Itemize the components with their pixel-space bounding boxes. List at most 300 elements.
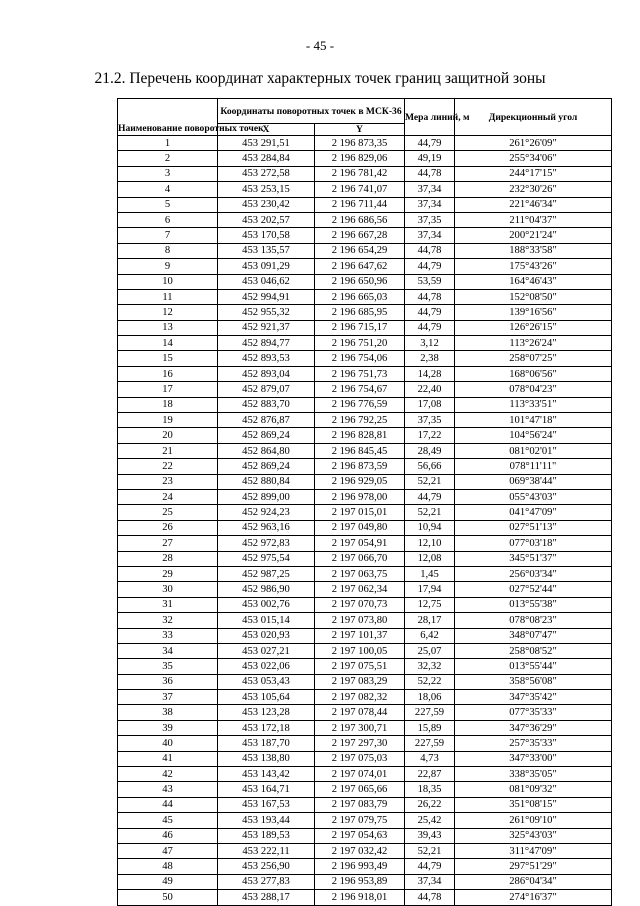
x-coordinate-cell: 452 972,83 — [218, 536, 315, 551]
x-coordinate-cell: 453 167,53 — [218, 797, 315, 812]
y-coordinate-cell: 2 196 741,07 — [315, 182, 405, 197]
table-row — [118, 320, 612, 335]
y-coordinate-cell: 2 196 978,00 — [315, 489, 405, 504]
x-coordinate-cell: 452 921,37 — [218, 320, 315, 335]
line-measure-cell: 44,78 — [405, 289, 455, 304]
direction-angle-cell: 348°07'47" — [455, 628, 612, 643]
header-direction-angle: Дирекционный угол — [455, 99, 612, 136]
direction-angle-cell: 232°30'26" — [455, 182, 612, 197]
direction-angle-cell: 069°38'44" — [455, 474, 612, 489]
direction-angle-cell: 081°09'32" — [455, 782, 612, 797]
direction-angle-cell: 261°09'10" — [455, 813, 612, 828]
direction-angle-cell: 101°47'18" — [455, 413, 612, 428]
line-measure-cell: 25,07 — [405, 643, 455, 658]
line-measure-cell: 10,94 — [405, 520, 455, 535]
x-coordinate-cell: 452 986,90 — [218, 582, 315, 597]
direction-angle-cell: 286°04'34" — [455, 874, 612, 889]
y-coordinate-cell: 2 196 686,56 — [315, 212, 405, 227]
x-coordinate-cell: 453 020,93 — [218, 628, 315, 643]
point-number-cell: 36 — [118, 674, 218, 689]
line-measure-cell: 28,49 — [405, 443, 455, 458]
direction-angle-cell: 113°26'24" — [455, 336, 612, 351]
x-coordinate-cell: 452 963,16 — [218, 520, 315, 535]
y-coordinate-cell: 2 197 300,71 — [315, 720, 405, 735]
header-point-name: Наименование поворотных точек — [118, 99, 218, 136]
line-measure-cell: 44,78 — [405, 890, 455, 905]
direction-angle-cell: 347°36'29" — [455, 720, 612, 735]
y-coordinate-cell: 2 196 751,20 — [315, 336, 405, 351]
direction-angle-cell: 257°35'33" — [455, 736, 612, 751]
point-number-cell: 12 — [118, 305, 218, 320]
x-coordinate-cell: 453 193,44 — [218, 813, 315, 828]
table-row — [118, 674, 612, 689]
y-coordinate-cell: 2 196 792,25 — [315, 413, 405, 428]
table-row — [118, 336, 612, 351]
point-number-cell: 11 — [118, 289, 218, 304]
y-coordinate-cell: 2 196 993,49 — [315, 859, 405, 874]
x-coordinate-cell: 452 879,07 — [218, 382, 315, 397]
y-coordinate-cell: 2 196 918,01 — [315, 890, 405, 905]
point-number-cell: 26 — [118, 520, 218, 535]
y-coordinate-cell: 2 197 100,05 — [315, 643, 405, 658]
table-row — [118, 751, 612, 766]
point-number-cell: 34 — [118, 643, 218, 658]
point-number-cell: 18 — [118, 397, 218, 412]
table-row — [118, 551, 612, 566]
line-measure-cell: 22,40 — [405, 382, 455, 397]
table-row — [118, 397, 612, 412]
table-row — [118, 505, 612, 520]
x-coordinate-cell: 453 091,29 — [218, 259, 315, 274]
table-row — [118, 828, 612, 843]
x-coordinate-cell: 453 187,70 — [218, 736, 315, 751]
line-measure-cell: 227,59 — [405, 705, 455, 720]
table-row — [118, 413, 612, 428]
line-measure-cell: 12,10 — [405, 536, 455, 551]
line-measure-cell: 3,12 — [405, 336, 455, 351]
x-coordinate-cell: 452 864,80 — [218, 443, 315, 458]
table-row — [118, 874, 612, 889]
point-number-cell: 8 — [118, 243, 218, 258]
point-number-cell: 49 — [118, 874, 218, 889]
direction-angle-cell: 351°08'15" — [455, 797, 612, 812]
direction-angle-cell: 081°02'01" — [455, 443, 612, 458]
table-row — [118, 136, 612, 151]
point-number-cell: 16 — [118, 366, 218, 381]
direction-angle-cell: 041°47'09" — [455, 505, 612, 520]
coordinates-table — [117, 98, 612, 906]
x-coordinate-cell: 452 869,24 — [218, 459, 315, 474]
line-measure-cell: 22,87 — [405, 767, 455, 782]
line-measure-cell: 2,38 — [405, 351, 455, 366]
x-coordinate-cell: 453 015,14 — [218, 613, 315, 628]
x-coordinate-cell: 452 975,54 — [218, 551, 315, 566]
table-row — [118, 767, 612, 782]
table-row — [118, 720, 612, 735]
y-coordinate-cell: 2 197 065,66 — [315, 782, 405, 797]
table-row — [118, 690, 612, 705]
y-coordinate-cell: 2 196 776,59 — [315, 397, 405, 412]
direction-angle-cell: 211°04'37" — [455, 212, 612, 227]
direction-angle-cell: 126°26'15" — [455, 320, 612, 335]
line-measure-cell: 44,78 — [405, 166, 455, 181]
x-coordinate-cell: 453 135,57 — [218, 243, 315, 258]
point-number-cell: 19 — [118, 413, 218, 428]
table-row — [118, 428, 612, 443]
direction-angle-cell: 255°34'06" — [455, 151, 612, 166]
line-measure-cell: 17,94 — [405, 582, 455, 597]
section-title: 21.2. Перечень координат характерных точек границ защитной зоны — [94, 70, 546, 87]
x-coordinate-cell: 453 291,51 — [218, 136, 315, 151]
point-number-cell: 43 — [118, 782, 218, 797]
table-row — [118, 382, 612, 397]
table-row — [118, 305, 612, 320]
y-coordinate-cell: 2 196 715,17 — [315, 320, 405, 335]
y-coordinate-cell: 2 197 075,51 — [315, 659, 405, 674]
point-number-cell: 35 — [118, 659, 218, 674]
table-row — [118, 182, 612, 197]
line-measure-cell: 39,43 — [405, 828, 455, 843]
point-number-cell: 1 — [118, 136, 218, 151]
x-coordinate-cell: 452 883,70 — [218, 397, 315, 412]
direction-angle-cell: 077°35'33" — [455, 705, 612, 720]
x-coordinate-cell: 453 027,21 — [218, 643, 315, 658]
point-number-cell: 17 — [118, 382, 218, 397]
line-measure-cell: 44,79 — [405, 259, 455, 274]
table-row — [118, 536, 612, 551]
table-row — [118, 197, 612, 212]
x-coordinate-cell: 452 994,91 — [218, 289, 315, 304]
point-number-cell: 7 — [118, 228, 218, 243]
point-number-cell: 37 — [118, 690, 218, 705]
line-measure-cell: 52,21 — [405, 505, 455, 520]
direction-angle-cell: 055°43'03" — [455, 489, 612, 504]
line-measure-cell: 52,21 — [405, 843, 455, 858]
line-measure-cell: 15,89 — [405, 720, 455, 735]
point-number-cell: 45 — [118, 813, 218, 828]
header-coordinates: Координаты поворотных точек в МСК-36 — [218, 99, 405, 124]
point-number-cell: 22 — [118, 459, 218, 474]
line-measure-cell: 37,35 — [405, 413, 455, 428]
point-number-cell: 33 — [118, 628, 218, 643]
y-coordinate-cell: 2 197 082,32 — [315, 690, 405, 705]
line-measure-cell: 4,73 — [405, 751, 455, 766]
table-header — [118, 99, 612, 136]
y-coordinate-cell: 2 196 654,29 — [315, 243, 405, 258]
line-measure-cell: 12,75 — [405, 597, 455, 612]
line-measure-cell: 12,08 — [405, 551, 455, 566]
x-coordinate-cell: 452 955,32 — [218, 305, 315, 320]
table-row — [118, 459, 612, 474]
x-coordinate-cell: 453 046,62 — [218, 274, 315, 289]
x-coordinate-cell: 453 170,58 — [218, 228, 315, 243]
direction-angle-cell: 027°51'13" — [455, 520, 612, 535]
direction-angle-cell: 256°03'34" — [455, 566, 612, 581]
table-row — [118, 489, 612, 504]
y-coordinate-cell: 2 196 828,81 — [315, 428, 405, 443]
point-number-cell: 50 — [118, 890, 218, 905]
line-measure-cell: 53,59 — [405, 274, 455, 289]
table-row — [118, 289, 612, 304]
y-coordinate-cell: 2 197 079,75 — [315, 813, 405, 828]
direction-angle-cell: 078°04'23" — [455, 382, 612, 397]
direction-angle-cell: 261°26'09" — [455, 136, 612, 151]
direction-angle-cell: 164°46'43" — [455, 274, 612, 289]
direction-angle-cell: 200°21'24" — [455, 228, 612, 243]
point-number-cell: 42 — [118, 767, 218, 782]
x-coordinate-cell: 453 053,43 — [218, 674, 315, 689]
point-number-cell: 38 — [118, 705, 218, 720]
direction-angle-cell: 274°16'37" — [455, 890, 612, 905]
direction-angle-cell: 168°06'56" — [455, 366, 612, 381]
table-row — [118, 351, 612, 366]
x-coordinate-cell: 452 899,00 — [218, 489, 315, 504]
y-coordinate-cell: 2 197 070,73 — [315, 597, 405, 612]
x-coordinate-cell: 453 202,57 — [218, 212, 315, 227]
y-coordinate-cell: 2 196 845,45 — [315, 443, 405, 458]
y-coordinate-cell: 2 197 063,75 — [315, 566, 405, 581]
table-row — [118, 228, 612, 243]
point-number-cell: 20 — [118, 428, 218, 443]
x-coordinate-cell: 453 284,84 — [218, 151, 315, 166]
y-coordinate-cell: 2 196 647,62 — [315, 259, 405, 274]
point-number-cell: 14 — [118, 336, 218, 351]
line-measure-cell: 37,34 — [405, 874, 455, 889]
x-coordinate-cell: 453 222,11 — [218, 843, 315, 858]
point-number-cell: 15 — [118, 351, 218, 366]
y-coordinate-cell: 2 197 015,01 — [315, 505, 405, 520]
y-coordinate-cell: 2 197 075,03 — [315, 751, 405, 766]
table-row — [118, 243, 612, 258]
direction-angle-cell: 258°08'52" — [455, 643, 612, 658]
y-coordinate-cell: 2 197 032,42 — [315, 843, 405, 858]
point-number-cell: 10 — [118, 274, 218, 289]
direction-angle-cell: 188°33'58" — [455, 243, 612, 258]
point-number-cell: 48 — [118, 859, 218, 874]
direction-angle-cell: 113°33'51" — [455, 397, 612, 412]
table-row — [118, 797, 612, 812]
line-measure-cell: 25,42 — [405, 813, 455, 828]
point-number-cell: 2 — [118, 151, 218, 166]
table-row — [118, 274, 612, 289]
point-number-cell: 9 — [118, 259, 218, 274]
line-measure-cell: 6,42 — [405, 628, 455, 643]
x-coordinate-cell: 452 894,77 — [218, 336, 315, 351]
direction-angle-cell: 325°43'03" — [455, 828, 612, 843]
direction-angle-cell: 152°08'50" — [455, 289, 612, 304]
y-coordinate-cell: 2 197 078,44 — [315, 705, 405, 720]
y-coordinate-cell: 2 196 685,95 — [315, 305, 405, 320]
x-coordinate-cell: 453 172,18 — [218, 720, 315, 735]
line-measure-cell: 26,22 — [405, 797, 455, 812]
x-coordinate-cell: 453 230,42 — [218, 197, 315, 212]
y-coordinate-cell: 2 196 754,06 — [315, 351, 405, 366]
table-row — [118, 782, 612, 797]
line-measure-cell: 227,59 — [405, 736, 455, 751]
line-measure-cell: 32,32 — [405, 659, 455, 674]
x-coordinate-cell: 453 138,80 — [218, 751, 315, 766]
y-coordinate-cell: 2 196 665,03 — [315, 289, 405, 304]
y-coordinate-cell: 2 197 054,63 — [315, 828, 405, 843]
point-number-cell: 27 — [118, 536, 218, 551]
direction-angle-cell: 078°08'23" — [455, 613, 612, 628]
header-y: Y — [315, 124, 405, 136]
y-coordinate-cell: 2 196 929,05 — [315, 474, 405, 489]
table-row — [118, 659, 612, 674]
x-coordinate-cell: 453 253,15 — [218, 182, 315, 197]
point-number-cell: 6 — [118, 212, 218, 227]
direction-angle-cell: 175°43'26" — [455, 259, 612, 274]
y-coordinate-cell: 2 197 066,70 — [315, 551, 405, 566]
y-coordinate-cell: 2 196 711,44 — [315, 197, 405, 212]
y-coordinate-cell: 2 197 101,37 — [315, 628, 405, 643]
page-number: - 45 - — [305, 38, 335, 53]
line-measure-cell: 37,34 — [405, 182, 455, 197]
direction-angle-cell: 347°33'00" — [455, 751, 612, 766]
x-coordinate-cell: 453 272,58 — [218, 166, 315, 181]
y-coordinate-cell: 2 196 829,06 — [315, 151, 405, 166]
table-row — [118, 566, 612, 581]
x-coordinate-cell: 452 893,53 — [218, 351, 315, 366]
table-row — [118, 259, 612, 274]
line-measure-cell: 49,19 — [405, 151, 455, 166]
point-number-cell: 25 — [118, 505, 218, 520]
y-coordinate-cell: 2 197 062,34 — [315, 582, 405, 597]
point-number-cell: 32 — [118, 613, 218, 628]
point-number-cell: 40 — [118, 736, 218, 751]
line-measure-cell: 18,35 — [405, 782, 455, 797]
table-row — [118, 843, 612, 858]
line-measure-cell: 52,21 — [405, 474, 455, 489]
table-row — [118, 520, 612, 535]
direction-angle-cell: 013°55'38" — [455, 597, 612, 612]
direction-angle-cell: 297°51'29" — [455, 859, 612, 874]
direction-angle-cell: 013°55'44" — [455, 659, 612, 674]
direction-angle-cell: 311°47'09" — [455, 843, 612, 858]
direction-angle-cell: 078°11'11" — [455, 459, 612, 474]
x-coordinate-cell: 453 256,90 — [218, 859, 315, 874]
y-coordinate-cell: 2 196 754,67 — [315, 382, 405, 397]
x-coordinate-cell: 452 893,04 — [218, 366, 315, 381]
direction-angle-cell: 139°16'56" — [455, 305, 612, 320]
direction-angle-cell: 027°52'44" — [455, 582, 612, 597]
table-row — [118, 166, 612, 181]
line-measure-cell: 17,22 — [405, 428, 455, 443]
x-coordinate-cell: 452 880,84 — [218, 474, 315, 489]
direction-angle-cell: 347°35'42" — [455, 690, 612, 705]
point-number-cell: 30 — [118, 582, 218, 597]
direction-angle-cell: 221°46'34" — [455, 197, 612, 212]
line-measure-cell: 17,08 — [405, 397, 455, 412]
table-row — [118, 597, 612, 612]
line-measure-cell: 37,34 — [405, 228, 455, 243]
line-measure-cell: 44,79 — [405, 136, 455, 151]
direction-angle-cell: 104°56'24" — [455, 428, 612, 443]
x-coordinate-cell: 453 105,64 — [218, 690, 315, 705]
table-row — [118, 366, 612, 381]
y-coordinate-cell: 2 196 873,59 — [315, 459, 405, 474]
line-measure-cell: 44,79 — [405, 305, 455, 320]
line-measure-cell: 28,17 — [405, 613, 455, 628]
y-coordinate-cell: 2 197 054,91 — [315, 536, 405, 551]
point-number-cell: 4 — [118, 182, 218, 197]
direction-angle-cell: 077°03'18" — [455, 536, 612, 551]
header-line-measure: Мера линий, м — [405, 99, 455, 136]
line-measure-cell: 52,22 — [405, 674, 455, 689]
x-coordinate-cell: 452 869,24 — [218, 428, 315, 443]
line-measure-cell: 37,35 — [405, 212, 455, 227]
x-coordinate-cell: 453 002,76 — [218, 597, 315, 612]
y-coordinate-cell: 2 197 049,80 — [315, 520, 405, 535]
point-number-cell: 24 — [118, 489, 218, 504]
y-coordinate-cell: 2 196 953,89 — [315, 874, 405, 889]
x-coordinate-cell: 453 288,17 — [218, 890, 315, 905]
x-coordinate-cell: 452 876,87 — [218, 413, 315, 428]
point-number-cell: 23 — [118, 474, 218, 489]
point-number-cell: 3 — [118, 166, 218, 181]
line-measure-cell: 44,79 — [405, 859, 455, 874]
y-coordinate-cell: 2 197 083,29 — [315, 674, 405, 689]
table-row — [118, 474, 612, 489]
x-coordinate-cell: 453 022,06 — [218, 659, 315, 674]
point-number-cell: 29 — [118, 566, 218, 581]
direction-angle-cell: 345°51'37" — [455, 551, 612, 566]
direction-angle-cell: 358°56'08" — [455, 674, 612, 689]
table-row — [118, 736, 612, 751]
table-row — [118, 813, 612, 828]
line-measure-cell: 44,79 — [405, 489, 455, 504]
point-number-cell: 44 — [118, 797, 218, 812]
y-coordinate-cell: 2 196 667,28 — [315, 228, 405, 243]
direction-angle-cell: 244°17'15" — [455, 166, 612, 181]
table-row — [118, 582, 612, 597]
y-coordinate-cell: 2 196 781,42 — [315, 166, 405, 181]
table-row — [118, 628, 612, 643]
direction-angle-cell: 338°35'05" — [455, 767, 612, 782]
x-coordinate-cell: 453 123,28 — [218, 705, 315, 720]
point-number-cell: 28 — [118, 551, 218, 566]
table-row — [118, 890, 612, 905]
point-number-cell: 41 — [118, 751, 218, 766]
line-measure-cell: 44,79 — [405, 320, 455, 335]
point-number-cell: 5 — [118, 197, 218, 212]
x-coordinate-cell: 452 924,23 — [218, 505, 315, 520]
x-coordinate-cell: 453 164,71 — [218, 782, 315, 797]
table-row — [118, 613, 612, 628]
line-measure-cell: 37,34 — [405, 197, 455, 212]
point-number-cell: 39 — [118, 720, 218, 735]
line-measure-cell: 18,06 — [405, 690, 455, 705]
direction-angle-cell: 258°07'25" — [455, 351, 612, 366]
point-number-cell: 46 — [118, 828, 218, 843]
y-coordinate-cell: 2 197 083,79 — [315, 797, 405, 812]
table-row — [118, 643, 612, 658]
point-number-cell: 13 — [118, 320, 218, 335]
y-coordinate-cell: 2 196 751,73 — [315, 366, 405, 381]
table-row — [118, 212, 612, 227]
table-row — [118, 705, 612, 720]
table-row — [118, 859, 612, 874]
table-body — [118, 136, 612, 906]
header-x: X — [218, 124, 315, 136]
line-measure-cell: 1,45 — [405, 566, 455, 581]
y-coordinate-cell: 2 197 297,30 — [315, 736, 405, 751]
line-measure-cell: 56,66 — [405, 459, 455, 474]
table-row — [118, 151, 612, 166]
line-measure-cell: 44,78 — [405, 243, 455, 258]
point-number-cell: 21 — [118, 443, 218, 458]
point-number-cell: 31 — [118, 597, 218, 612]
